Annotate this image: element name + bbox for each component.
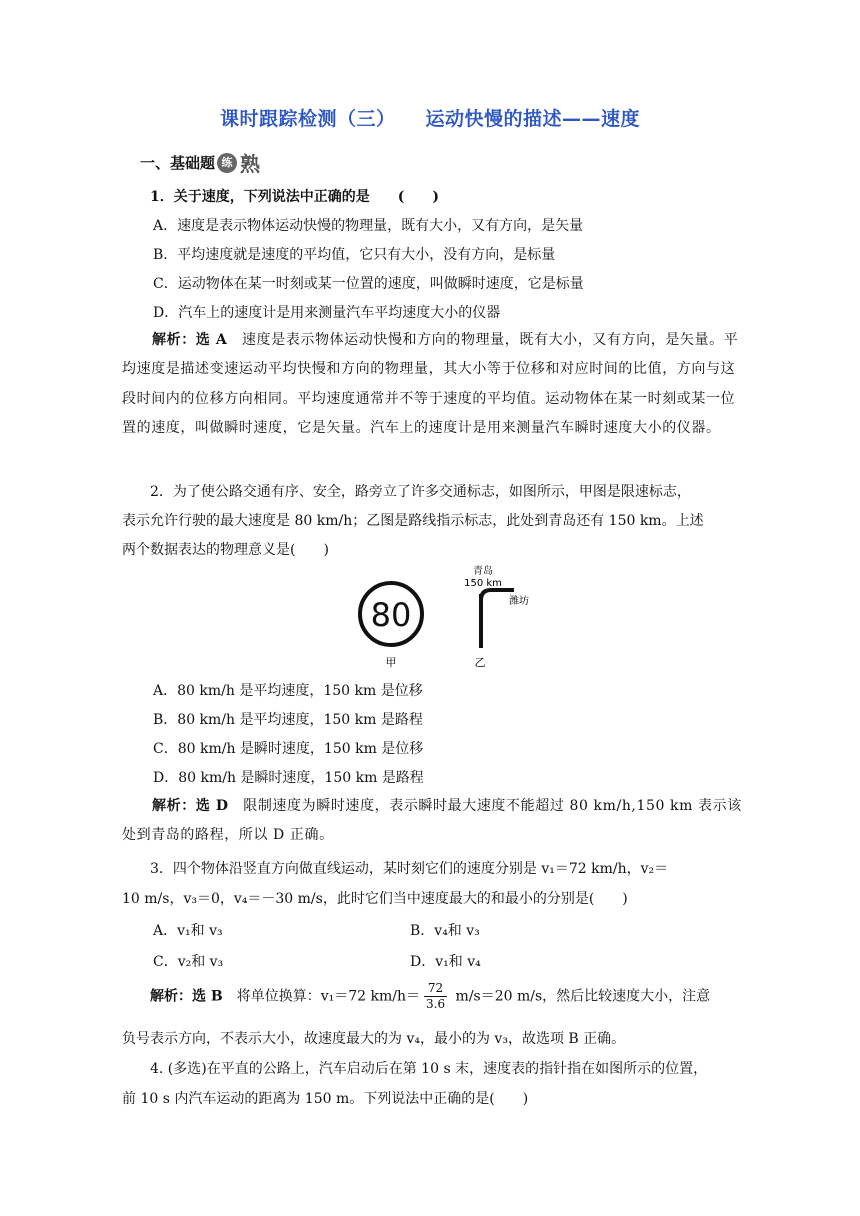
- q1-stem: 1．关于速度，下列说法中正确的是 ( ): [150, 189, 439, 205]
- q3-stem-line2: 10 m/s，v₃＝0，v₄＝－30 m/s，此时它们当中速度最大的和最小的分别是( ): [122, 891, 628, 907]
- q2-option-b: B．80 km/h 是平均速度，150 km 是路程: [153, 712, 423, 728]
- q1-option-b: B．平均速度就是速度的平均值，它只有大小，没有方向，是标量: [153, 247, 556, 263]
- q3-fraction: [424, 981, 447, 1012]
- q2-stem-line2: 表示允许行驶的最大速度是 80 km/h；乙图是路线指示标志，此处到青岛还有 150 km。上述: [122, 513, 704, 529]
- q3-analysis-line2: 负号表示方向，不表示大小，故速度最大的为 v₄，最小的为 v₃，故选项 B 正确。: [122, 1031, 626, 1047]
- q4-stem-line2: 前 10 s 内汽车运动的距离为 150 m。下列说法中正确的是( ): [122, 1091, 529, 1107]
- dest-qingdao: 青岛: [473, 566, 493, 577]
- q2-option-c: C．80 km/h 是瞬时速度，150 km 是位移: [153, 741, 424, 757]
- q3-option-d: D．v₁和 v₄: [410, 954, 481, 970]
- q1-analysis: [122, 326, 742, 444]
- q3-analysis-a: 将单位换算：v₁＝72 km/h＝: [222, 988, 420, 1005]
- q2-analysis: [122, 792, 742, 851]
- title-left: 课时跟踪检测（三）: [219, 108, 396, 130]
- page-title: [0, 104, 860, 131]
- section-badge-text: 熟: [240, 152, 261, 176]
- q3-option-a: A．v₁和 v₃: [153, 923, 223, 939]
- q2-option-a: A．80 km/h 是平均速度，150 km 是位移: [153, 683, 423, 699]
- q3-analysis-line1: [150, 981, 710, 1012]
- q3-stem-line1: 3．四个物体沿竖直方向做直线运动，某时刻它们的速度分别是 v₁＝72 km/h，v₂＝: [150, 861, 669, 877]
- q2-analysis-text: 限制速度为瞬时速度，表示瞬时最大速度不能超过 80 km/h,150 km 表示该处到青岛的路程，所以 D 正确。: [122, 798, 742, 844]
- frac-den: 3.6: [426, 997, 446, 1011]
- dest-weifang: 潍坊: [509, 596, 529, 607]
- q2-stem-line3: 两个数据表达的物理意义是( ): [122, 542, 329, 558]
- dest-distance: 150 km: [464, 578, 502, 589]
- q2-option-d: D．80 km/h 是瞬时速度，150 km 是路程: [153, 770, 424, 786]
- traffic-signs-figure: [350, 562, 570, 672]
- q1-option-c: C．运动物体在某一时刻或某一位置的速度，叫做瞬时速度，它是标量: [153, 276, 584, 292]
- q2-analysis-label: 解析：选 D: [152, 798, 229, 814]
- q1-analysis-label: 解析：选 A: [152, 332, 228, 348]
- q2-stem-line1: 2．为了使公路交通有序、安全，路旁立了许多交通标志，如图所示，甲图是限速标志，: [150, 484, 691, 500]
- q3-analysis-b: m/s＝20 m/s，然后比较速度大小，注意: [451, 988, 711, 1005]
- sign-value: 80: [370, 596, 412, 634]
- practice-badge-icon: 练: [217, 153, 237, 173]
- q1-option-d: D．汽车上的速度计是用来测量汽车平均速度大小的仪器: [153, 305, 501, 321]
- label-yi: 乙: [474, 656, 486, 669]
- label-jia: 甲: [385, 656, 397, 669]
- q1-analysis-text: 速度是表示物体运动快慢和方向的物理量，既有大小，又有方向，是矢量。平均速度是描述变速运动平均快慢和方向的物理量，其大小等于位移和对应时间的比值，方向与这段时间内的位移方向相同。平均速度通常并不等于速度的平均值。运动物体在某一时刻或某一位置的速度，叫做瞬时速度，它是矢量。汽车上的速度计是用来测量汽车瞬时速度大小的仪器。: [122, 332, 739, 437]
- q3-analysis-label: 解析：选 B: [150, 988, 223, 1005]
- q4-stem-line1: 4. (多选)在平直的公路上，汽车启动后在第 10 s 末，速度表的指针指在如图所示的位置，: [150, 1061, 708, 1077]
- section-heading: [140, 148, 260, 177]
- speed-limit-sign: [360, 583, 422, 645]
- section-label: 一、基础题: [140, 154, 216, 172]
- q3-option-b: B．v₄和 v₃: [410, 923, 480, 939]
- title-right: 运动快慢的描述——速度: [425, 108, 641, 130]
- frac-num: 72: [424, 981, 447, 997]
- q1-option-a: A．速度是表示物体运动快慢的物理量，既有大小，又有方向，是矢量: [153, 218, 584, 234]
- q3-option-c: C．v₂和 v₃: [153, 954, 224, 970]
